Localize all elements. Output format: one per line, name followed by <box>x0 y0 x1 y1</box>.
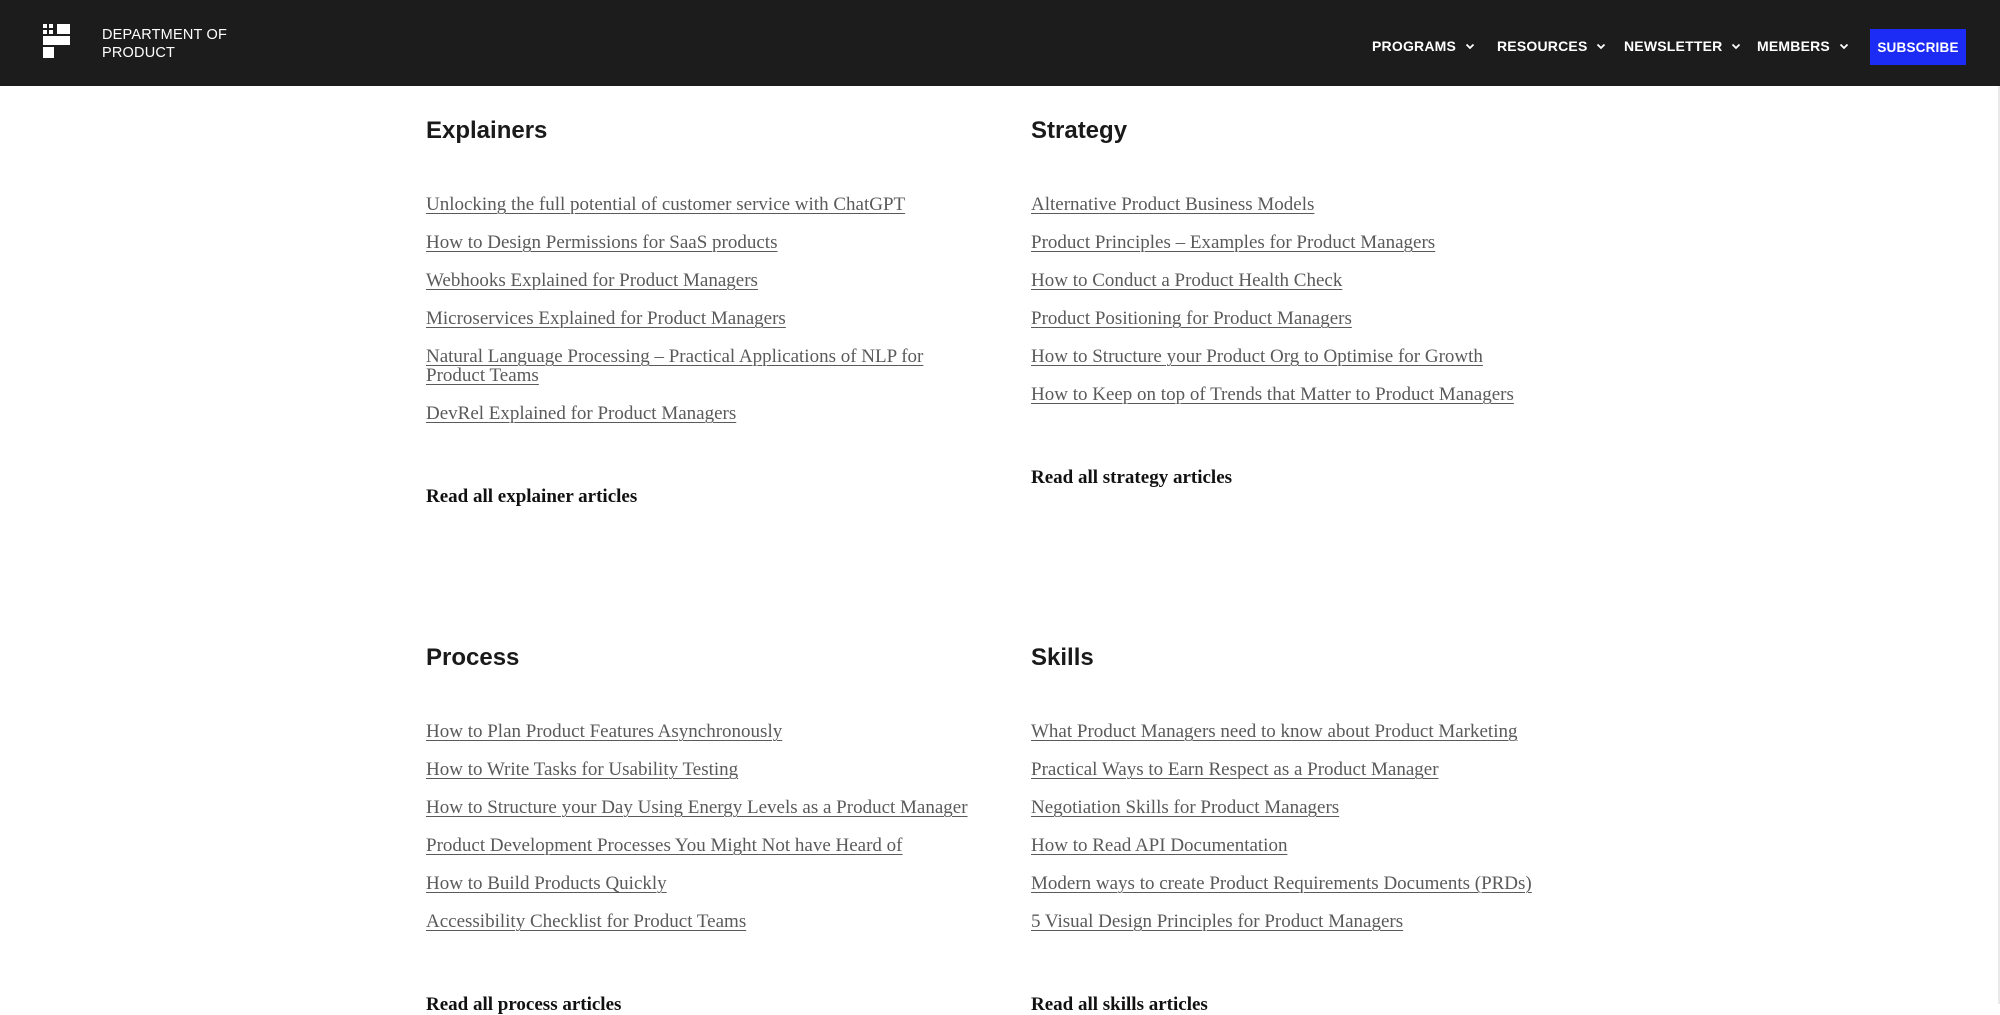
article-link[interactable]: Product Development Processes You Might Not have Heard of <box>426 835 903 856</box>
article-link[interactable]: How to Structure your Day Using Energy Levels as a Product Manager <box>426 797 968 818</box>
section-title-strategy: Strategy <box>1031 117 1128 144</box>
section-explainers <box>426 117 986 507</box>
section-title-explainers: Explainers <box>426 117 548 144</box>
nav-programs[interactable] <box>1372 38 1476 54</box>
list-item <box>426 874 986 893</box>
article-link[interactable]: Unlocking the full potential of customer service with ChatGPT <box>426 194 906 215</box>
brand-name[interactable] <box>102 26 227 62</box>
list-item <box>426 347 986 385</box>
list-item <box>1031 195 1591 214</box>
brand-line-2: PRODUCT <box>102 45 176 61</box>
nav-newsletter-label: NEWSLETTER <box>1624 38 1723 54</box>
read-all-strategy-articles-link[interactable]: Read all strategy articles <box>1031 467 1233 488</box>
article-link[interactable]: Modern ways to create Product Requirements Documents (PRDs) <box>1031 873 1532 894</box>
nav-members[interactable] <box>1757 38 1850 54</box>
department-of-product-logo-icon[interactable] <box>43 24 71 58</box>
subscribe-button[interactable]: SUBSCRIBE <box>1870 29 1966 65</box>
brand-line-1: DEPARTMENT OF <box>102 27 228 43</box>
explainers-link-list <box>426 195 986 442</box>
list-item <box>426 912 986 931</box>
article-link[interactable]: How to Write Tasks for Usability Testing <box>426 759 739 780</box>
top-navigation-bar <box>0 0 2000 86</box>
list-item <box>426 195 986 214</box>
list-item <box>1031 798 1591 817</box>
section-skills <box>1031 644 1591 1015</box>
nav-resources[interactable] <box>1497 38 1607 54</box>
list-item <box>1031 271 1591 290</box>
article-link[interactable]: Microservices Explained for Product Managers <box>426 308 786 329</box>
article-link[interactable]: Accessibility Checklist for Product Teams <box>426 911 747 932</box>
article-link[interactable]: 5 Visual Design Principles for Product Managers <box>1031 911 1404 932</box>
article-link[interactable]: Webhooks Explained for Product Managers <box>426 270 758 291</box>
article-link[interactable]: How to Build Products Quickly <box>426 873 667 894</box>
nav-newsletter[interactable] <box>1624 38 1742 54</box>
article-link[interactable]: How to Plan Product Features Asynchronously <box>426 721 783 742</box>
article-link[interactable]: How to Keep on top of Trends that Matter to Product Managers <box>1031 384 1514 405</box>
strategy-link-list <box>1031 195 1591 423</box>
article-link[interactable]: How to Design Permissions for SaaS products <box>426 232 778 253</box>
list-item <box>426 309 986 328</box>
read-all-process-articles-link[interactable]: Read all process articles <box>426 994 622 1015</box>
read-all-explainer-articles-link[interactable]: Read all explainer articles <box>426 486 638 507</box>
chevron-down-icon <box>1838 40 1850 52</box>
article-link[interactable]: Negotiation Skills for Product Managers <box>1031 797 1340 818</box>
article-link[interactable]: Natural Language Processing – Practical Applications of NLP for Product Teams <box>426 346 924 386</box>
read-all-skills-articles-link[interactable]: Read all skills articles <box>1031 994 1208 1015</box>
chevron-down-icon <box>1464 40 1476 52</box>
article-link[interactable]: Product Positioning for Product Managers <box>1031 308 1352 329</box>
skills-link-list <box>1031 722 1591 950</box>
article-link[interactable]: How to Conduct a Product Health Check <box>1031 270 1343 291</box>
list-item <box>1031 760 1591 779</box>
list-item <box>1031 836 1591 855</box>
section-title-skills: Skills <box>1031 644 1094 671</box>
list-item <box>1031 309 1591 328</box>
list-item <box>426 836 986 855</box>
list-item <box>426 798 986 817</box>
article-link[interactable]: How to Read API Documentation <box>1031 835 1288 856</box>
nav-members-label: MEMBERS <box>1757 38 1830 54</box>
article-link[interactable]: What Product Managers need to know about Product Marketing <box>1031 721 1518 742</box>
list-item <box>426 722 986 741</box>
list-item <box>426 233 986 252</box>
article-link[interactable]: Alternative Product Business Models <box>1031 194 1315 215</box>
process-link-list <box>426 722 986 950</box>
article-link[interactable]: How to Structure your Product Org to Optimise for Growth <box>1031 346 1483 367</box>
list-item <box>1031 912 1591 931</box>
list-item <box>1031 722 1591 741</box>
chevron-down-icon <box>1595 40 1607 52</box>
section-process <box>426 644 986 1015</box>
nav-programs-label: PROGRAMS <box>1372 38 1457 54</box>
article-link[interactable]: DevRel Explained for Product Managers <box>426 403 737 424</box>
article-link[interactable]: Product Principles – Examples for Product Managers <box>1031 232 1436 253</box>
list-item <box>1031 233 1591 252</box>
section-title-process: Process <box>426 644 520 671</box>
list-item <box>426 404 986 423</box>
chevron-down-icon <box>1730 40 1742 52</box>
list-item <box>1031 347 1591 366</box>
list-item <box>426 760 986 779</box>
list-item <box>426 271 986 290</box>
list-item <box>1031 385 1591 404</box>
list-item <box>1031 874 1591 893</box>
section-strategy <box>1031 117 1591 488</box>
nav-resources-label: RESOURCES <box>1497 38 1588 54</box>
article-link[interactable]: Practical Ways to Earn Respect as a Product Manager <box>1031 759 1439 780</box>
